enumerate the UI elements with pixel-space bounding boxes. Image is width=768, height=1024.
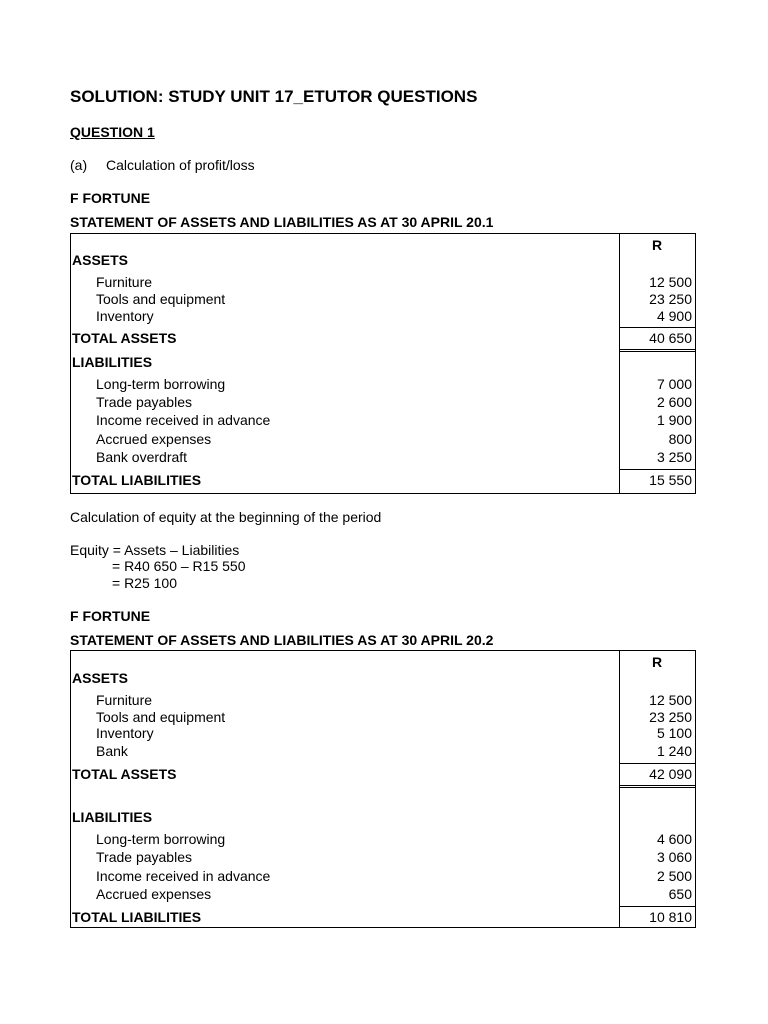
table-row (71, 394, 695, 412)
currency-header: R (651, 654, 663, 670)
row-label: Income received in advance (96, 868, 271, 884)
question-heading: QUESTION 1 (70, 124, 155, 140)
table-row (71, 376, 695, 394)
total-rule (619, 327, 695, 328)
liabilities-heading-row (71, 354, 695, 372)
assets-heading: ASSETS (72, 670, 129, 686)
total-liabilities-label: TOTAL LIABILITIES (72, 472, 202, 488)
table-row (71, 868, 695, 886)
total-double-rule (619, 785, 695, 788)
table-row (71, 291, 695, 309)
currency-header: R (651, 237, 663, 253)
row-amount: 800 (668, 431, 692, 447)
table-row (71, 743, 695, 761)
row-label: Bank overdraft (96, 449, 188, 465)
table-row (71, 449, 695, 467)
row-amount: 650 (668, 886, 692, 902)
row-label: Furniture (96, 274, 153, 290)
row-label: Accrued expenses (96, 431, 212, 447)
row-amount: 3 250 (656, 449, 692, 465)
statement1-table (70, 233, 696, 494)
row-amount: 2 600 (656, 394, 692, 410)
total-liabilities-amount: 15 550 (649, 472, 692, 488)
row-amount: 1 900 (656, 412, 692, 428)
statement2-entity: F FORTUNE (70, 608, 151, 624)
row-amount: 2 500 (656, 868, 692, 884)
total-assets-label: TOTAL ASSETS (72, 766, 177, 782)
row-label: Inventory (96, 725, 154, 741)
statement1-heading: STATEMENT OF ASSETS AND LIABILITIES AS AT 30 APRIL 20.1 (70, 214, 494, 230)
row-amount: 12 500 (649, 274, 692, 290)
table-row (71, 886, 695, 904)
row-amount: 23 250 (649, 291, 692, 307)
row-amount: 4 600 (656, 831, 692, 847)
equity-result: = R25 100 (112, 575, 177, 591)
total-assets-amount: 42 090 (649, 766, 692, 782)
row-amount: 4 900 (656, 308, 692, 324)
statement2-table (70, 650, 696, 928)
row-label: Accrued expenses (96, 886, 212, 902)
statement1-entity: F FORTUNE (70, 190, 151, 206)
row-label: Trade payables (96, 394, 192, 410)
liabilities-heading: LIABILITIES (72, 354, 153, 370)
total-liabilities-row (71, 472, 695, 490)
row-label: Inventory (96, 308, 154, 324)
equity-heading: Calculation of equity at the beginning of the period (70, 509, 382, 525)
total-liabilities-label: TOTAL LIABILITIES (72, 909, 202, 925)
liabilities-heading-row (71, 809, 695, 827)
total-assets-amount: 40 650 (649, 330, 692, 346)
row-label: Long-term borrowing (96, 831, 226, 847)
table-row (71, 274, 695, 292)
table-row (71, 431, 695, 449)
row-label: Income received in advance (96, 412, 271, 428)
total-assets-row (71, 330, 695, 348)
statement2-heading: STATEMENT OF ASSETS AND LIABILITIES AS AT 30 APRIL 20.2 (70, 632, 494, 648)
total-liabilities-amount: 10 810 (649, 909, 692, 925)
row-amount: 3 060 (656, 849, 692, 865)
row-label: Trade payables (96, 849, 192, 865)
total-rule (619, 763, 695, 764)
table-row (71, 692, 695, 710)
total-assets-label: TOTAL ASSETS (72, 330, 177, 346)
assets-heading: ASSETS (72, 252, 129, 268)
row-label: Tools and equipment (96, 709, 226, 725)
total-liabilities-row (71, 909, 695, 927)
part-label: (a) (70, 157, 88, 173)
total-double-rule (619, 349, 695, 352)
row-amount: 23 250 (649, 709, 692, 725)
total-assets-row (71, 766, 695, 784)
assets-heading-row (71, 252, 695, 270)
total-rule (619, 469, 695, 470)
table-row (71, 831, 695, 849)
table-row (71, 308, 695, 326)
equity-substitution: = R40 650 – R15 550 (112, 558, 246, 574)
table-row (71, 849, 695, 867)
row-amount: 1 240 (656, 743, 692, 759)
row-label: Tools and equipment (96, 291, 226, 307)
row-amount: 5 100 (656, 725, 692, 741)
part-text: Calculation of profit/loss (106, 157, 255, 173)
page-title: SOLUTION: STUDY UNIT 17_ETUTOR QUESTIONS (70, 87, 478, 106)
total-rule (619, 906, 695, 907)
row-label: Long-term borrowing (96, 376, 226, 392)
row-amount: 12 500 (649, 692, 692, 708)
table-row (71, 412, 695, 430)
equity-formula: Equity = Assets – Liabilities (70, 542, 240, 558)
assets-heading-row (71, 670, 695, 688)
liabilities-heading: LIABILITIES (72, 809, 153, 825)
row-amount: 7 000 (656, 376, 692, 392)
table-row (71, 725, 695, 743)
row-label: Furniture (96, 692, 153, 708)
row-label: Bank (96, 743, 128, 759)
